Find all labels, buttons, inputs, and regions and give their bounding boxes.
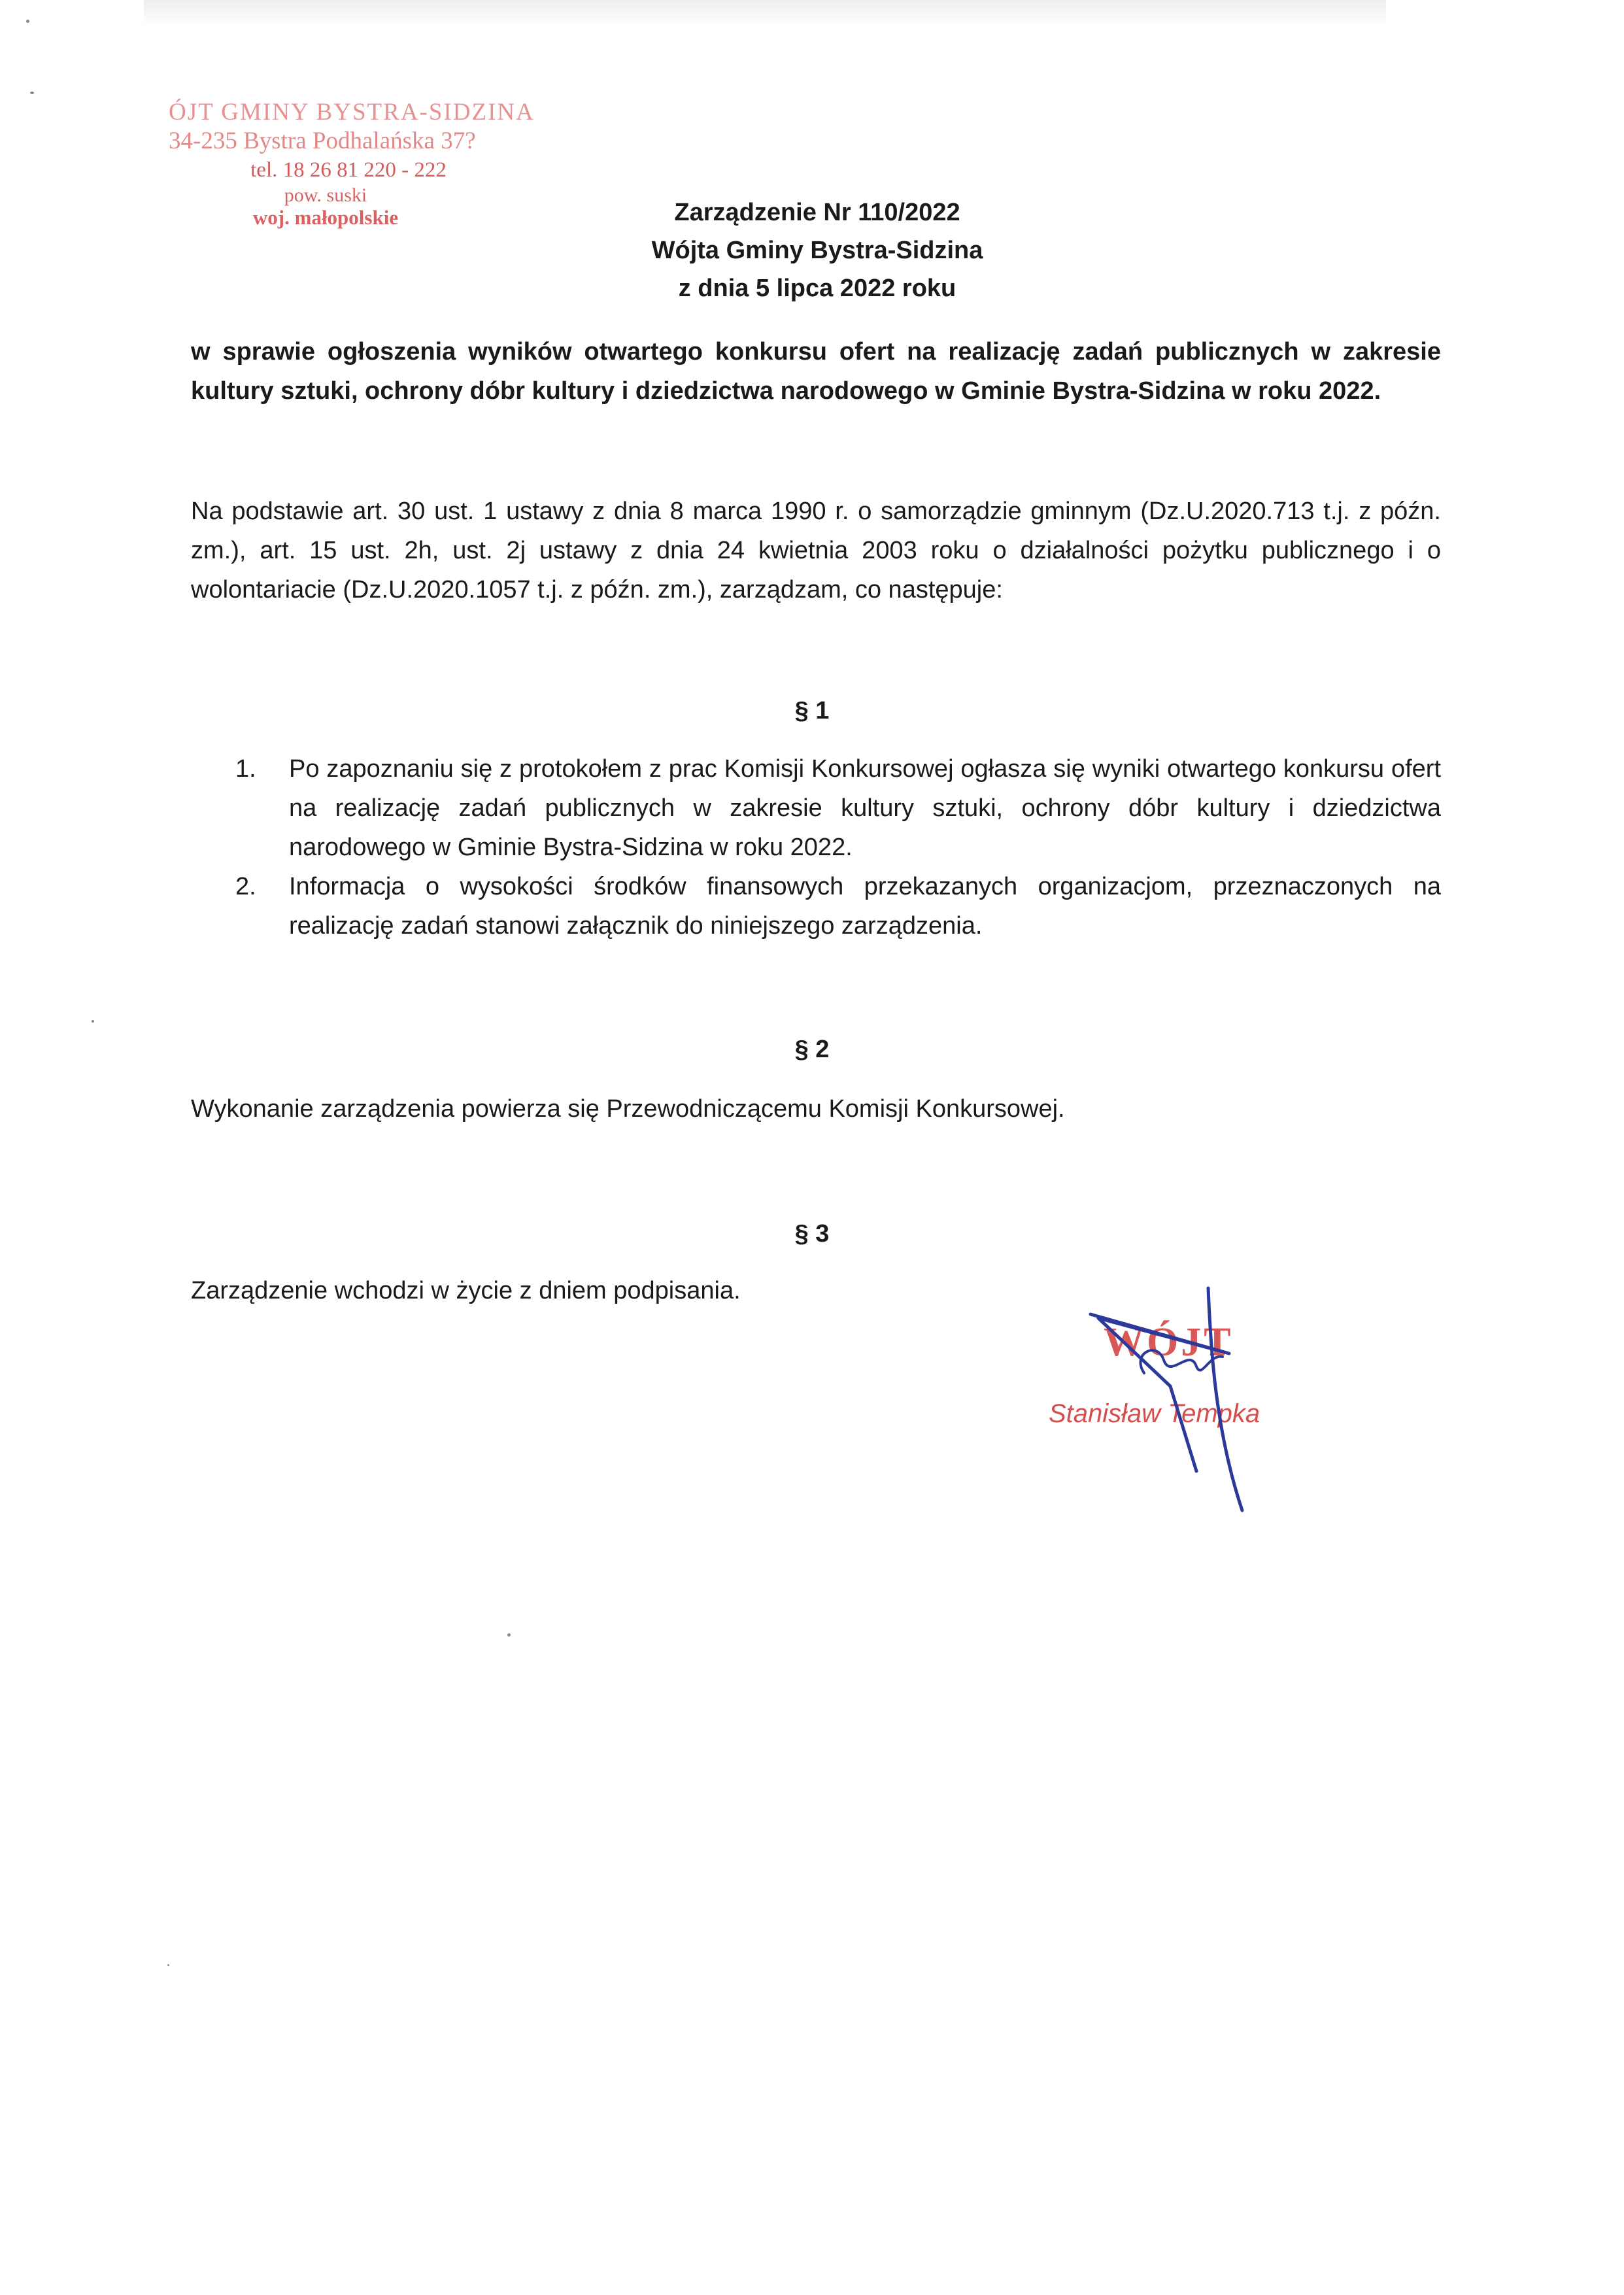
stamp-line-phone: tel. 18 26 81 220 - 222 — [250, 158, 447, 182]
document-header — [523, 194, 1111, 307]
section-2-heading: § 2 — [794, 1036, 830, 1063]
handwritten-signature-icon — [1033, 1275, 1327, 1523]
scan-speck — [92, 1020, 94, 1023]
signature-block — [1033, 1275, 1327, 1523]
list-item-text: Po zapoznaniu się z protokołem z prac Komisji Konkursowej ogłasza się wyniki otwartego konkursu ofert na realizację zadań publicznych w zakresie kultury sztuki, ochrony dóbr kultury i dziedzictwa narodowego w Gminie Bystra-Sidzina w roku 2022. — [289, 755, 1441, 861]
list-item-number: 1. — [235, 755, 256, 783]
stamp-line-name: ÓJT GMINY BYSTRA-SIDZINA — [169, 99, 535, 126]
scan-speck — [507, 1633, 511, 1637]
ordinance-date: z dnia 5 lipca 2022 roku — [678, 275, 956, 302]
list-item-text: Informacja o wysokości środków finansowych przekazanych organizacjom, przeznaczonych na realizację zadań stanowi załącznik do niniejszego zarządzenia. — [289, 873, 1441, 940]
section-1-heading: § 1 — [794, 697, 830, 724]
ordinance-subject: w sprawie ogłoszenia wyników otwartego konkursu ofert na realizację zadań publicznych w zakresie kultury sztuki, ochrony dóbr kultury i dziedzictwa narodowego w Gminie Bystra-Sidzina w roku 2022. — [191, 338, 1441, 405]
legal-basis-paragraph: Na podstawie art. 30 ust. 1 ustawy z dnia 8 marca 1990 r. o samorządzie gminnym (Dz.U.2020.713 t.j. z późn. zm.), art. 15 ust. 2h, ust. 2j ustawy z dnia 24 kwietnia 2003 roku o działalności pożytku publicznego i o wolontariacie (Dz.U.2020.1057 t.j. z późn. zm.), zarządzam, co następuje: — [191, 498, 1441, 604]
list-item — [235, 867, 1441, 945]
section-3-heading: § 3 — [794, 1220, 830, 1248]
office-stamp — [169, 98, 574, 229]
list-item — [235, 749, 1441, 867]
ordinance-number: Zarządzenie Nr 110/2022 — [674, 199, 960, 226]
scan-speck — [30, 92, 34, 94]
signature-stamp-title: WÓJT — [1104, 1320, 1234, 1365]
stamp-line-county: pow. suski — [284, 184, 367, 206]
stamp-line-address: 34-235 Bystra Podhalańska 37? — [169, 128, 476, 154]
scan-speck — [167, 1964, 169, 1966]
list-item-number: 2. — [235, 873, 256, 900]
signature-stamp-name: Stanisław Tempka — [1049, 1399, 1260, 1428]
section-2-text: Wykonanie zarządzenia powierza się Przewodniczącemu Komisji Konkursowej. — [191, 1095, 1065, 1123]
scan-speck — [26, 20, 29, 23]
scan-top-shade — [144, 0, 1386, 26]
issuer: Wójta Gminy Bystra-Sidzina — [651, 237, 983, 264]
stamp-line-voivodeship: woj. małopolskie — [252, 206, 399, 229]
section-1-list — [235, 749, 1441, 945]
section-3-text: Zarządzenie wchodzi w życie z dniem podpisania. — [191, 1277, 741, 1304]
